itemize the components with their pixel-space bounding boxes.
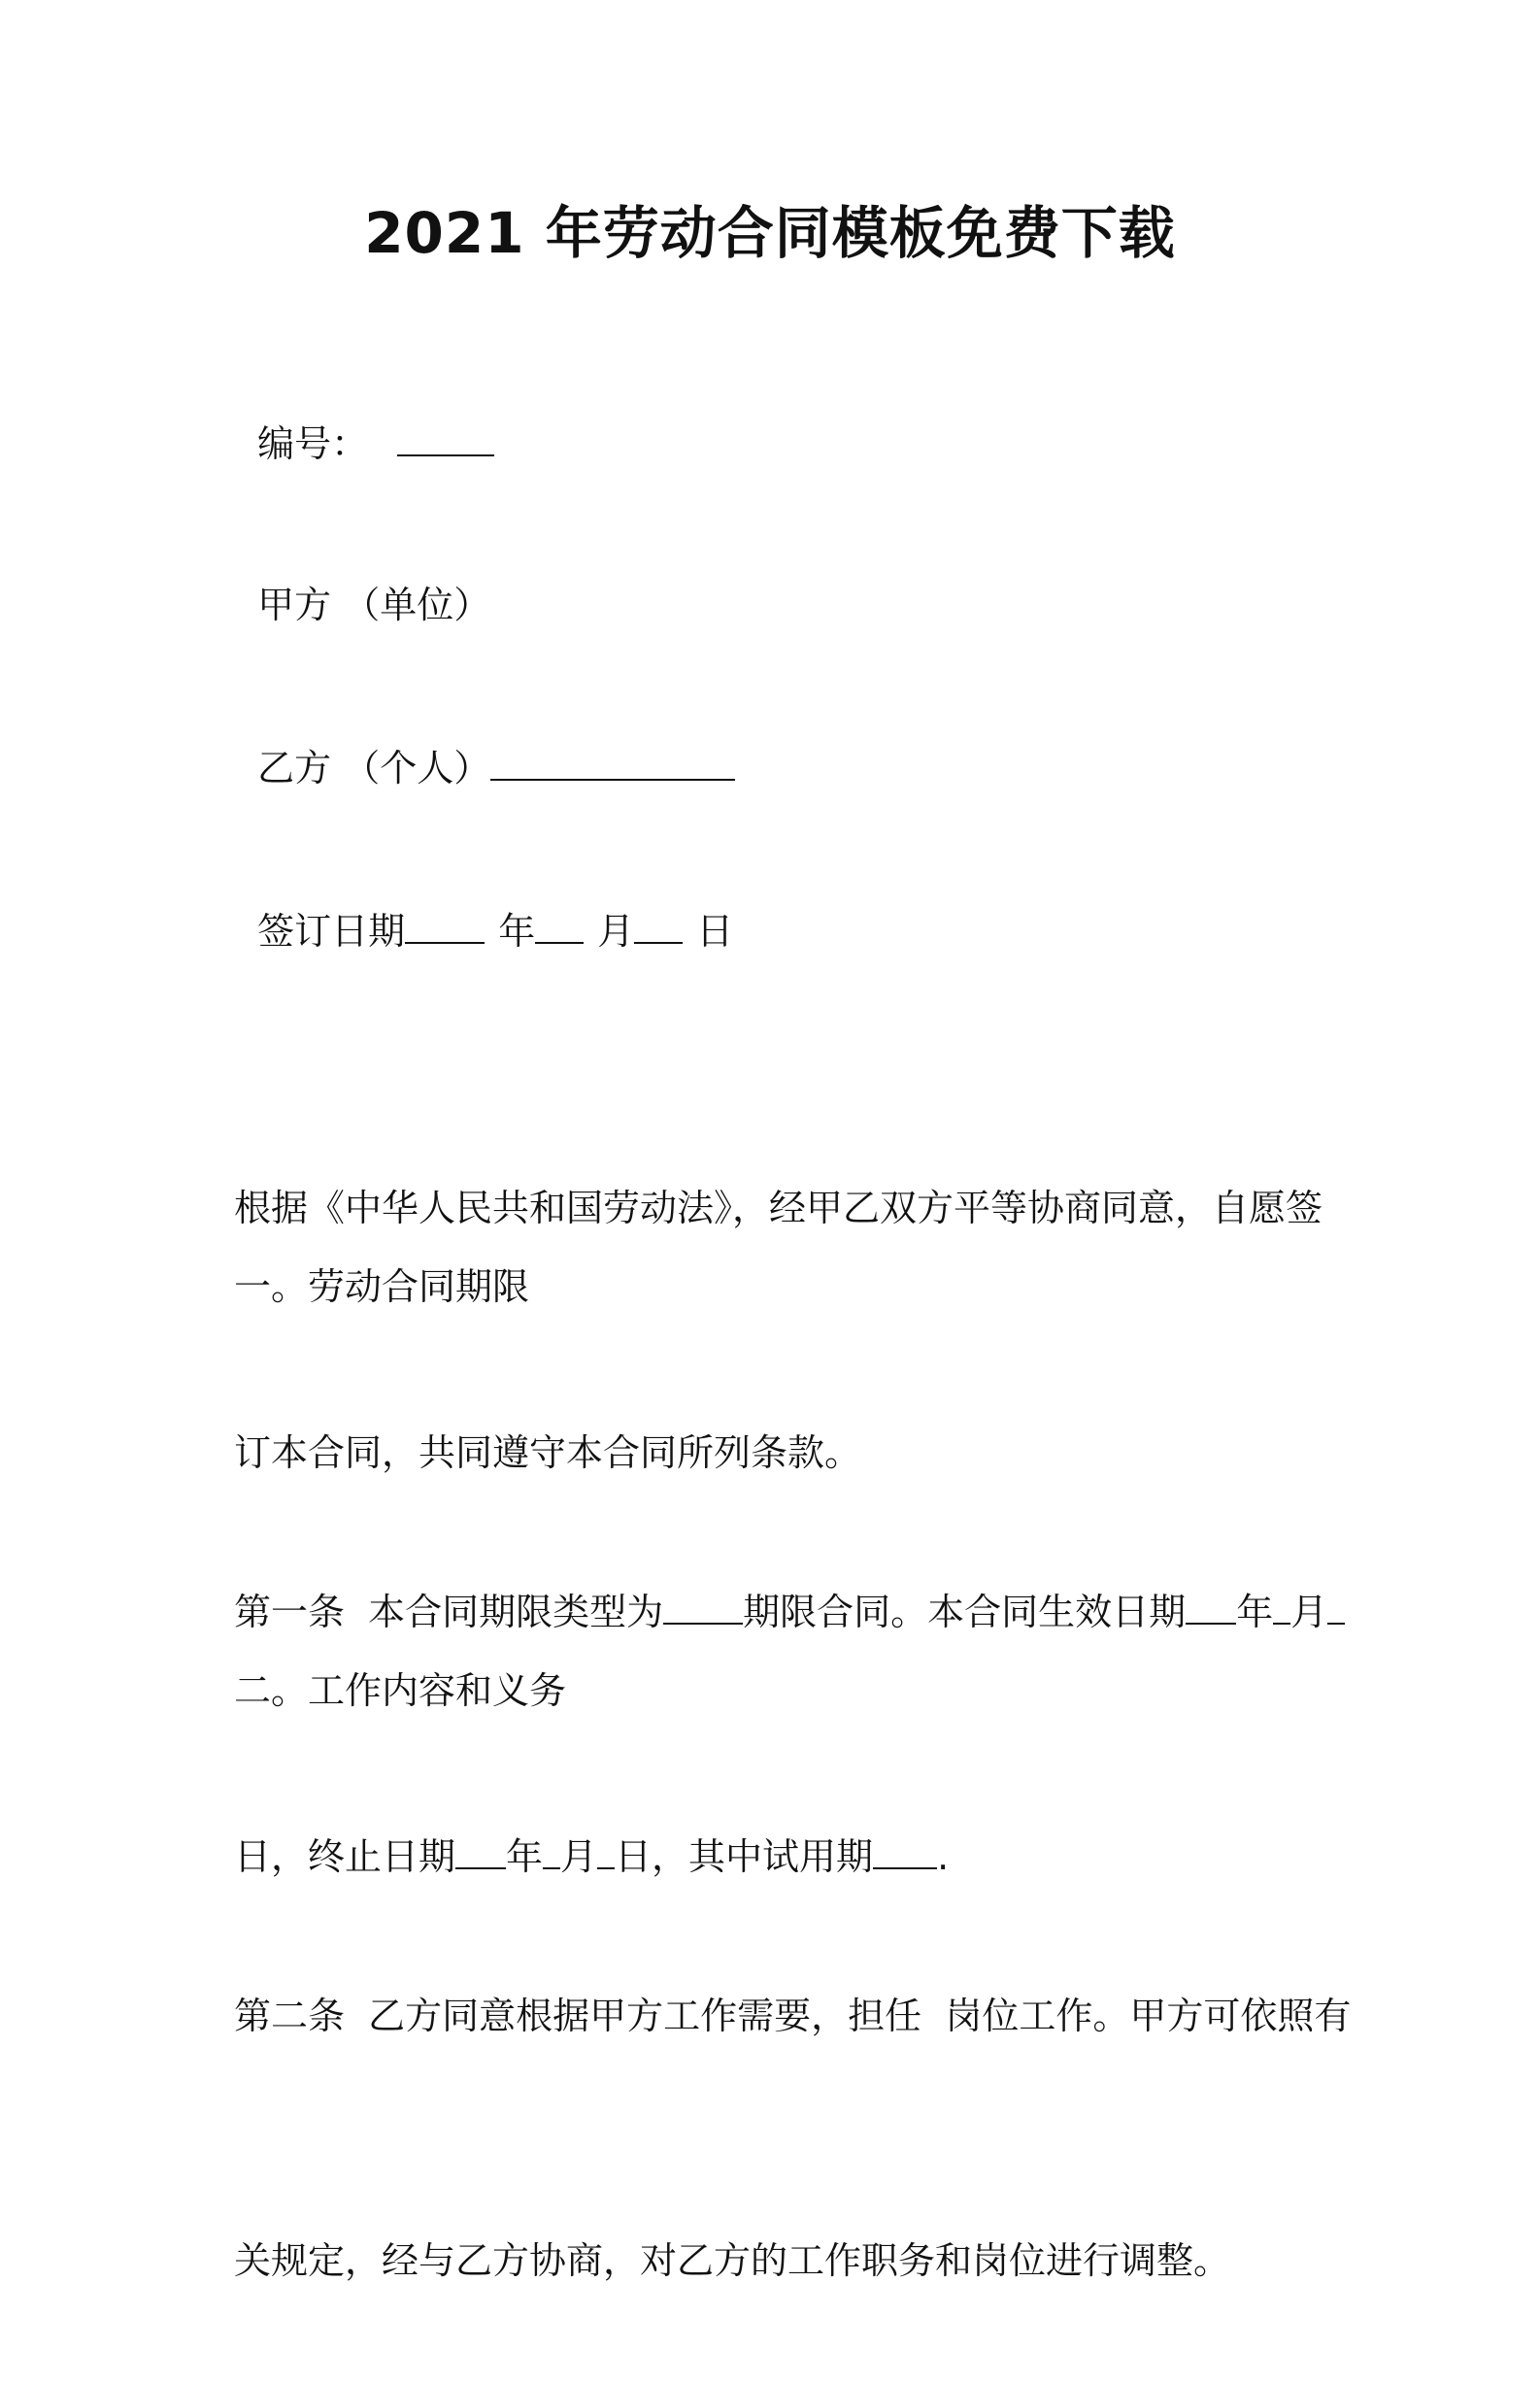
- intro-line-1: 根据《中华人民共和国劳动法》，经甲乙双方平等协商同意，自愿签: [234, 1187, 1323, 1229]
- contract-number-line: [234, 371, 494, 468]
- signing-date-label: 签订日期: [257, 910, 406, 953]
- signing-month-label: 月: [597, 910, 635, 953]
- article-1-text-b: 期限合同。本合同生效日期: [743, 1591, 1187, 1633]
- party-a-label: 甲方 （单位）: [257, 584, 491, 626]
- termination-month-label: 月: [560, 1835, 598, 1878]
- article-1-period: .: [937, 1835, 950, 1878]
- party-b-line: [234, 695, 735, 792]
- section-2-heading: 二。工作内容和义务: [234, 1669, 567, 1712]
- section-1-heading: 一。劳动合同期限: [234, 1265, 530, 1308]
- signing-year-blank: [405, 907, 485, 944]
- article-2-line-1: 第二条 乙方同意根据甲方工作需要，担任 岗位工作。甲方可依照有: [234, 1995, 1352, 2037]
- effective-year-label: 年: [1236, 1591, 1274, 1633]
- party-b-label: 乙方 （个人）: [257, 747, 491, 789]
- contract-number-label: 编号：: [257, 422, 369, 465]
- article-1-line-1: [234, 1571, 1326, 1653]
- effective-month-label: 月: [1290, 1591, 1328, 1633]
- intro-line-2: 订本合同，共同遵守本合同所列条款。: [234, 1431, 862, 1474]
- effective-year-blank: [1186, 1588, 1236, 1625]
- effective-month-blank: [1273, 1588, 1290, 1625]
- article-1-text-d: 日，其中试用期: [615, 1835, 874, 1878]
- effective-day-blank: [1327, 1588, 1345, 1625]
- party-b-blank: [490, 744, 735, 781]
- signing-day-label: 日: [696, 910, 734, 953]
- article-2-paragraph: [234, 1812, 1352, 2383]
- signing-month-blank: [535, 907, 584, 944]
- document-title: 2021 年劳动合同模板免费下载: [364, 200, 1176, 266]
- article-1-text-a: 第一条 本合同期限类型为: [234, 1591, 664, 1633]
- signing-day-blank: [634, 907, 683, 944]
- article-2-line-2: 关规定，经与乙方协商，对乙方的工作职务和岗位进行调整。: [234, 2239, 1231, 2282]
- article-1-text-c: 日，终止日期: [234, 1835, 456, 1878]
- party-a-line: [234, 532, 490, 629]
- signing-date-line: [234, 858, 733, 956]
- signing-year-label: 年: [498, 910, 536, 953]
- contract-number-blank: [397, 420, 494, 456]
- termination-year-label: 年: [506, 1835, 544, 1878]
- contract-term-type-blank: [663, 1588, 743, 1625]
